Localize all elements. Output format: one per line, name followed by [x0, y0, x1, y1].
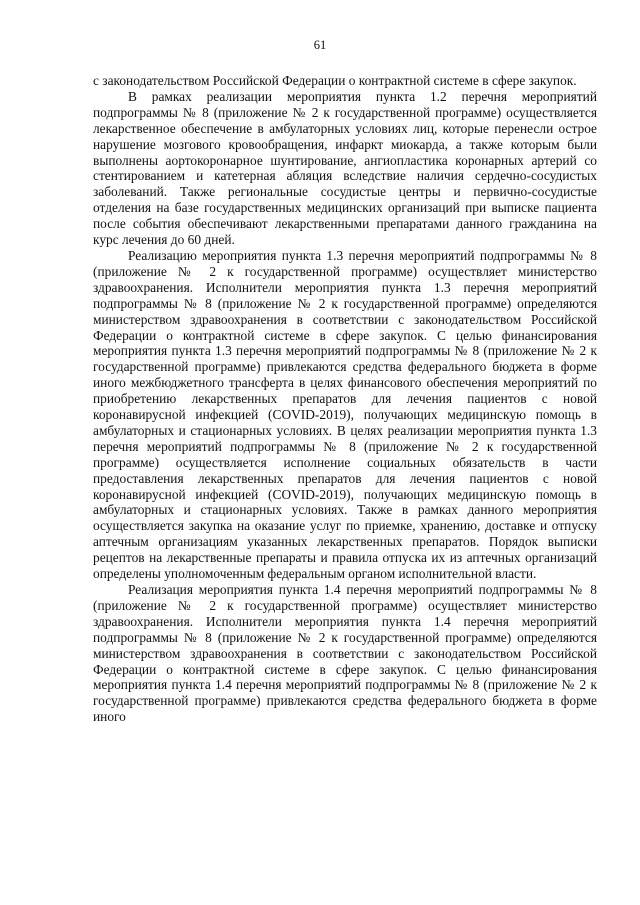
- paragraph-item-1-4: Реализация мероприятия пункта 1.4 перечня мероприятий подпрограммы № 8 (приложение № 2 к государственной программе) осуществляет министерство здравоохранения. Исполнители мероприятия пункта 1.4 перечня мероприятий подпрограммы № 8 (приложение № 2 к государственной программе) определяются министерством здравоохранения в соответствии с законодательством Российской Федерации о контрактной системе в сфере закупок. С целью финансирования мероприятия пункта 1.4 перечня мероприятий подпрограммы № 8 (приложение № 2 к государственной программе) привлекаются средства федерального бюджета в форме иного: [93, 582, 597, 725]
- paragraph-item-1-3: Реализацию мероприятия пункта 1.3 перечня мероприятий подпрограммы № 8 (приложение № 2 к государственной программе) осуществляет министерство здравоохранения. Исполнители мероприятия пункта 1.3 перечня мероприятий подпрограммы № 8 (приложение № 2 к государственной программе) определяются министерством здравоохранения в соответствии с законодательством Российской Федерации о контрактной системе в сфере закупок. С целью финансирования мероприятия пункта 1.3 перечня мероприятий подпрограммы № 8 (приложение № 2 к государственной программе) привлекаются средства федерального бюджета в форме иного межбюджетного трансферта в целях финансового обеспечения мероприятий по приобретению лекарственных препаратов для лечения пациентов с новой коронавирусной инфекцией (COVID-2019), получающих медицинскую помощь в амбулаторных и стационарных условиях. В целях реализации мероприятия пункта 1.3 перечня мероприятий подпрограммы № 8 (приложение № 2 к государственной программе) осуществляется исполнение социальных обязательств в части предоставления лекарственных препаратов для лечения пациентов с новой коронавирусной инфекцией (COVID-2019), получающих медицинскую помощь в амбулаторных и стационарных условиях. Также в рамках данного мероприятия осуществляется закупка на оказание услуг по приемке, хранению, доставке и отпуску аптечным организациям указанных лекарственных препаратов. Порядок выписки рецептов на лекарственные препараты и правила отпуска их из аптечных организаций определены уполномоченным федеральным органом исполнительной власти.: [93, 247, 597, 582]
- paragraph-continuation: с законодательством Российской Федерации о контрактной системе в сфере закупок.: [93, 73, 577, 88]
- paragraph-item-1-2: В рамках реализации мероприятия пункта 1.2 перечня мероприятий подпрограммы № 8 (приложение № 2 к государственной программе) осуществляется лекарственное обеспечение в амбулаторных условиях лиц, которые перенесли острое нарушение мозгового кровообращения, инфаркт миокарда, а также которым были выполнены аортокоронарное шунтирование, ангиопластика коронарных артерий со стентированием и катетерная абляция вследствие наличия сердечно-сосудистых заболеваний. Также региональные сосудистые центры и первично-сосудистые отделения на базе государственных медицинских организаций при выписке пациента после события обеспечивают лекарственными препаратами данного гражданина на курс лечения до 60 дней.: [93, 88, 597, 248]
- page-number: 61: [313, 38, 327, 52]
- page-body: [93, 73, 597, 725]
